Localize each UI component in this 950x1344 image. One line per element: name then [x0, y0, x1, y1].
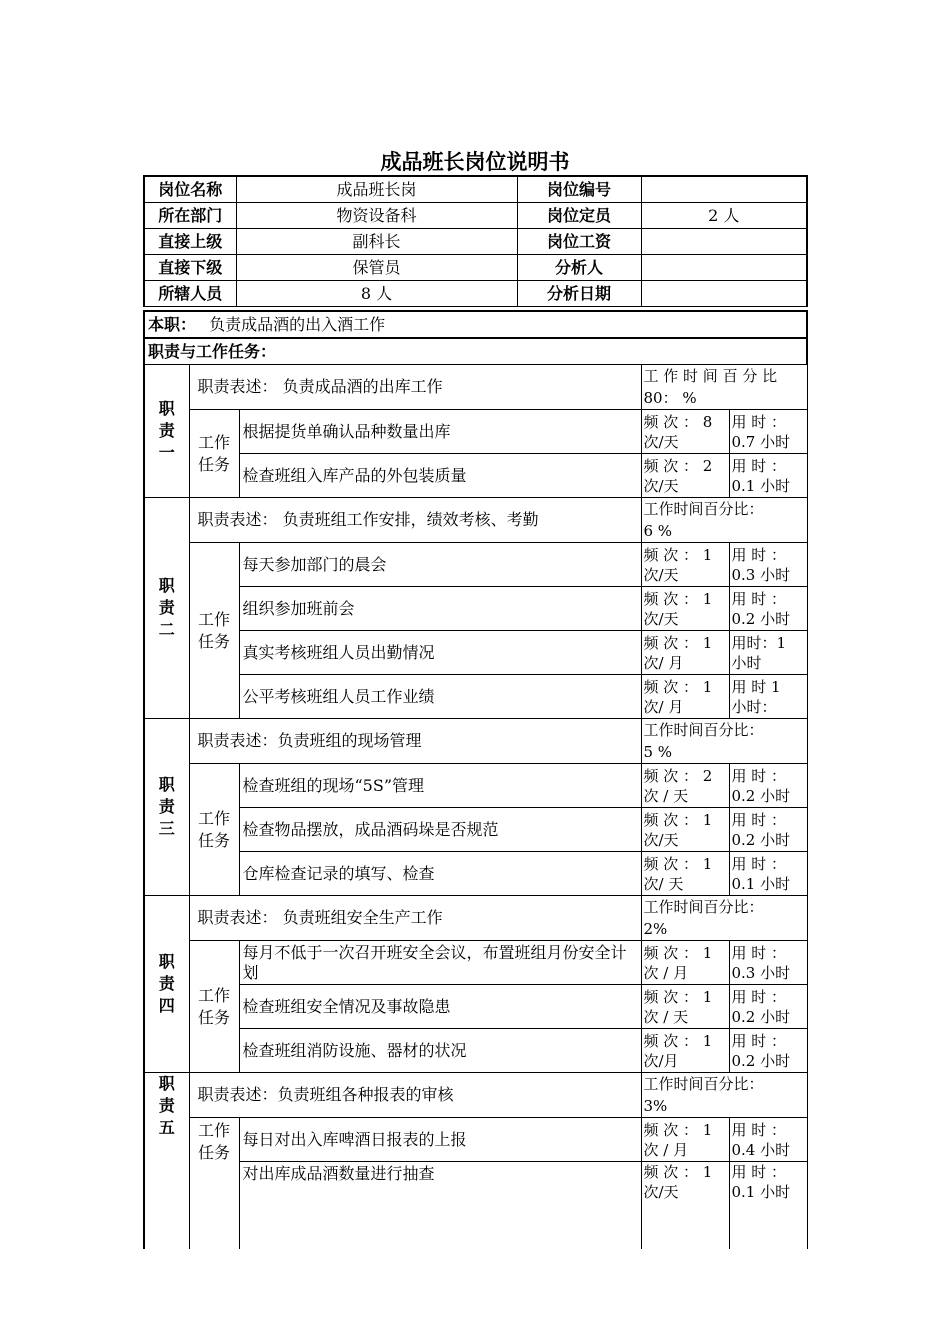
duty-band-table	[143, 310, 808, 365]
duty-statement: 职责表述： 负责班组安全生产工作	[189, 896, 641, 941]
task-label-line: 任务	[197, 1007, 230, 1027]
task-label	[189, 410, 239, 498]
duty-statement: 职责表述：负责班组各种报表的审核	[189, 1073, 641, 1118]
analyst-value	[641, 255, 807, 281]
analysis-date-label: 分析日期	[517, 281, 641, 307]
task-frequency	[641, 808, 729, 852]
task-frequency	[641, 985, 729, 1029]
duty-time-percent-line: 80： %	[643, 389, 697, 407]
task-row	[144, 1029, 807, 1073]
task-text: 检查班组消防设施、器材的状况	[239, 1029, 641, 1073]
task-frequency-line: 频 次 ： 1	[643, 1163, 713, 1181]
duty-time-percent-line: 3%	[643, 1097, 668, 1115]
subordinate-value: 保管员	[236, 255, 517, 281]
duty-time-percent	[641, 365, 807, 410]
task-duration	[729, 852, 807, 896]
task-duration	[729, 1118, 807, 1162]
task-frequency-line: 频 次 ： 1	[643, 677, 713, 696]
task-frequency-line: 频 次 ： 1	[643, 545, 713, 564]
task-duration	[729, 587, 807, 631]
task-duration-line: 用 时 ：	[731, 854, 787, 873]
task-duration-line: 用 时 ：	[731, 810, 787, 829]
task-frequency-line: 次/月	[643, 1051, 679, 1070]
table-row	[144, 203, 807, 229]
task-duration-line: 0.2 小时	[731, 786, 791, 805]
staff-value: 8 人	[236, 281, 517, 307]
task-frequency-line: 频 次 ： 1	[643, 1031, 713, 1050]
task-duration-line: 用 时 1	[731, 677, 781, 696]
task-frequency	[641, 852, 729, 896]
task-frequency-line: 次/天	[643, 830, 679, 849]
staff-label: 所辖人员	[144, 281, 236, 307]
task-row	[144, 941, 807, 985]
duty-number-char: 五	[158, 1118, 175, 1137]
task-duration-line: 用 时 ：	[731, 987, 787, 1006]
task-label-line: 任务	[197, 1143, 230, 1162]
subordinate-label: 直接下级	[144, 255, 236, 281]
task-duration-line: 用时：1	[731, 633, 787, 652]
duties-body	[144, 365, 807, 1249]
task-row	[144, 410, 807, 454]
task-duration-line: 小时	[731, 653, 762, 672]
task-frequency	[641, 941, 729, 985]
analysis-date-value	[641, 281, 807, 307]
task-duration-line: 用 时 ：	[731, 1031, 787, 1050]
task-row	[144, 852, 807, 896]
task-duration	[729, 1029, 807, 1073]
duty-number-char: 四	[158, 996, 175, 1015]
task-duration-line: 0.3 小时	[731, 963, 791, 982]
duty-statement-row	[144, 498, 807, 543]
task-text: 真实考核班组人员出勤情况	[239, 631, 641, 675]
position-no-value	[641, 176, 807, 203]
duty-statement-row	[144, 719, 807, 764]
duty-number-char: 责	[158, 974, 175, 993]
task-label-line: 工作	[197, 1121, 230, 1140]
task-row	[144, 808, 807, 852]
task-label	[189, 941, 239, 1073]
main-duty	[144, 311, 807, 338]
duty-number-char: 职	[158, 775, 175, 794]
main-duty-label: 本职：	[148, 314, 197, 334]
task-duration	[729, 454, 807, 498]
duty-statement-row	[144, 896, 807, 941]
task-duration-line: 用 时 ：	[731, 1163, 787, 1181]
duty-number	[144, 896, 189, 1073]
task-row	[144, 985, 807, 1029]
task-duration	[729, 985, 807, 1029]
task-duration-line: 0.1 小时	[731, 1183, 791, 1201]
task-frequency-line: 频 次 ： 1	[643, 589, 713, 608]
tasks-heading: 职责与工作任务：	[144, 338, 807, 365]
headcount-label: 岗位定员	[517, 203, 641, 229]
task-frequency-line: 频 次 ： 1	[643, 854, 713, 873]
task-duration	[729, 631, 807, 675]
task-text: 根据提货单确认品种数量出库	[239, 410, 641, 454]
task-row	[144, 631, 807, 675]
duty-number-char: 三	[158, 819, 175, 838]
task-frequency-line: 次/天	[643, 609, 679, 628]
task-row	[144, 675, 807, 719]
position-no-label: 岗位编号	[517, 176, 641, 203]
task-text: 检查班组安全情况及事故隐患	[239, 985, 641, 1029]
task-duration-line: 用 时 ：	[731, 589, 787, 608]
position-name-label: 岗位名称	[144, 176, 236, 203]
task-duration	[729, 941, 807, 985]
task-frequency-line: 频 次 ： 1	[643, 943, 713, 962]
duty-statement-row	[144, 1073, 807, 1118]
task-row	[144, 454, 807, 498]
salary-value	[641, 229, 807, 255]
task-text: 检查班组的现场“5S”管理	[239, 764, 641, 808]
task-frequency	[641, 675, 729, 719]
task-frequency	[641, 631, 729, 675]
task-duration-line: 0.1 小时	[731, 874, 791, 893]
task-duration	[729, 410, 807, 454]
task-frequency	[641, 764, 729, 808]
duty-time-percent-line: 工作时间百分比：	[643, 721, 764, 739]
task-row	[144, 764, 807, 808]
position-name-value: 成品班长岗	[236, 176, 517, 203]
task-label-line: 工作	[197, 808, 230, 828]
task-duration-line: 用 时 ：	[731, 1120, 787, 1139]
table-row	[144, 311, 807, 338]
task-label-line: 工作	[197, 985, 230, 1005]
superior-label: 直接上级	[144, 229, 236, 255]
task-frequency-line: 次 / 月	[643, 1140, 689, 1159]
task-duration-line: 用 时 ：	[731, 766, 787, 785]
task-frequency	[641, 410, 729, 454]
duty-number	[144, 1073, 189, 1249]
duty-time-percent-line: 2%	[643, 920, 668, 938]
task-text: 检查物品摆放，成品酒码垛是否规范	[239, 808, 641, 852]
duty-number-char: 一	[158, 443, 175, 462]
task-label	[189, 1118, 239, 1249]
task-duration	[729, 543, 807, 587]
analyst-label: 分析人	[517, 255, 641, 281]
superior-value: 副科长	[236, 229, 517, 255]
task-duration	[729, 764, 807, 808]
duty-number-char: 责	[158, 1096, 175, 1115]
task-duration-line: 0.7 小时	[731, 432, 791, 451]
task-label-line: 工作	[197, 432, 230, 452]
duties-table	[143, 364, 808, 1249]
duty-number-char: 责	[158, 421, 175, 440]
duty-time-percent-line: 工作时间百分比：	[643, 1075, 764, 1093]
task-text: 每天参加部门的晨会	[239, 543, 641, 587]
table-row	[144, 281, 807, 307]
task-frequency-line: 次/天	[643, 1183, 679, 1201]
task-text: 每日对出入库啤酒日报表的上报	[239, 1118, 641, 1162]
task-frequency-line: 次/天	[643, 476, 679, 495]
task-frequency-line: 频 次 ： 2	[643, 456, 713, 475]
page-title: 成品班长岗位说明书	[380, 150, 570, 174]
task-frequency-line: 次/ 天	[643, 874, 684, 893]
duty-time-percent	[641, 896, 807, 941]
duty-number	[144, 498, 189, 719]
task-frequency	[641, 454, 729, 498]
duty-number	[144, 365, 189, 498]
duty-time-percent	[641, 498, 807, 543]
task-frequency-line: 频 次 ： 1	[643, 810, 713, 829]
task-frequency	[641, 587, 729, 631]
task-label-line: 任务	[197, 454, 230, 474]
duty-time-percent-line: 工 作 时 间 百 分 比	[643, 367, 778, 385]
duty-statement: 职责表述：负责班组的现场管理	[189, 719, 641, 764]
duty-number	[144, 719, 189, 896]
task-label	[189, 764, 239, 896]
task-frequency-line: 次 / 月	[643, 963, 689, 982]
task-label-line: 工作	[197, 609, 230, 629]
task-text: 公平考核班组人员工作业绩	[239, 675, 641, 719]
table-row	[144, 229, 807, 255]
task-text: 仓库检查记录的填写、检查	[239, 852, 641, 896]
task-frequency-line: 次/ 月	[643, 697, 684, 716]
task-duration-line: 0.2 小时	[731, 1051, 791, 1070]
task-frequency	[641, 1162, 729, 1249]
task-frequency	[641, 543, 729, 587]
task-duration-line: 0.1 小时	[731, 476, 791, 495]
duty-number-char: 二	[158, 620, 175, 639]
task-duration-line: 用 时 ：	[731, 943, 787, 962]
department-label: 所在部门	[144, 203, 236, 229]
task-text: 对出库成品酒数量进行抽查	[239, 1162, 641, 1249]
task-duration-line: 用 时 ：	[731, 412, 787, 431]
duty-number-char: 职	[158, 1074, 175, 1093]
task-frequency-line: 频 次 ： 1	[643, 1120, 713, 1139]
task-frequency-line: 次/ 月	[643, 653, 684, 672]
task-frequency-line: 次 / 天	[643, 786, 689, 805]
task-duration	[729, 675, 807, 719]
task-text: 检查班组入库产品的外包装质量	[239, 454, 641, 498]
duty-statement: 职责表述： 负责成品酒的出库工作	[189, 365, 641, 410]
table-row	[144, 338, 807, 365]
duty-time-percent-line: 工作时间百分比：	[643, 500, 764, 518]
task-row	[144, 587, 807, 631]
task-frequency	[641, 1118, 729, 1162]
task-frequency-line: 频 次 ： 8	[643, 412, 713, 431]
department-value: 物资设备科	[236, 203, 517, 229]
duty-number-char: 职	[158, 576, 175, 595]
duty-number-char: 职	[158, 399, 175, 418]
basic-info-table	[143, 175, 808, 307]
task-duration-line: 0.2 小时	[731, 609, 791, 628]
duty-time-percent-line: 6 %	[643, 522, 673, 540]
task-frequency-line: 次/天	[643, 432, 679, 451]
task-text: 每月不低于一次召开班安全会议，布置班组月份安全计划	[239, 941, 641, 985]
task-label	[189, 543, 239, 719]
duty-number-char: 职	[158, 952, 175, 971]
task-duration-line: 0.2 小时	[731, 830, 791, 849]
task-duration-line: 用 时 ：	[731, 456, 787, 475]
duty-number-char: 责	[158, 797, 175, 816]
duty-time-percent	[641, 719, 807, 764]
task-duration	[729, 808, 807, 852]
task-frequency-line: 次 / 天	[643, 1007, 689, 1026]
headcount-value: 2 人	[641, 203, 807, 229]
duty-time-percent-line: 5 %	[643, 743, 673, 761]
duty-statement: 职责表述： 负责班组工作安排，绩效考核、考勤	[189, 498, 641, 543]
task-frequency-line: 频 次 ： 2	[643, 766, 713, 785]
duty-time-percent-line: 工作时间百分比：	[643, 898, 764, 916]
table-row	[144, 255, 807, 281]
task-frequency-line: 频 次 ： 1	[643, 987, 713, 1006]
task-row	[144, 1162, 807, 1249]
main-duty-value: 负责成品酒的出入酒工作	[209, 314, 386, 334]
task-frequency	[641, 1029, 729, 1073]
task-duration-line: 0.4 小时	[731, 1140, 791, 1159]
duty-statement-row	[144, 365, 807, 410]
task-text: 组织参加班前会	[239, 587, 641, 631]
duty-time-percent	[641, 1073, 807, 1118]
task-label-line: 任务	[197, 631, 230, 651]
task-duration-line: 0.3 小时	[731, 565, 791, 584]
task-row	[144, 1118, 807, 1162]
task-row	[144, 543, 807, 587]
task-frequency-line: 频 次 ： 1	[643, 633, 713, 652]
task-duration-line: 用 时 ：	[731, 545, 787, 564]
task-label-line: 任务	[197, 830, 230, 850]
task-duration	[729, 1162, 807, 1249]
task-duration-line: 0.2 小时	[731, 1007, 791, 1026]
table-row	[144, 176, 807, 203]
task-frequency-line: 次/天	[643, 565, 679, 584]
task-duration-line: 小时：	[731, 697, 777, 716]
duty-number-char: 责	[158, 598, 175, 617]
salary-label: 岗位工资	[517, 229, 641, 255]
